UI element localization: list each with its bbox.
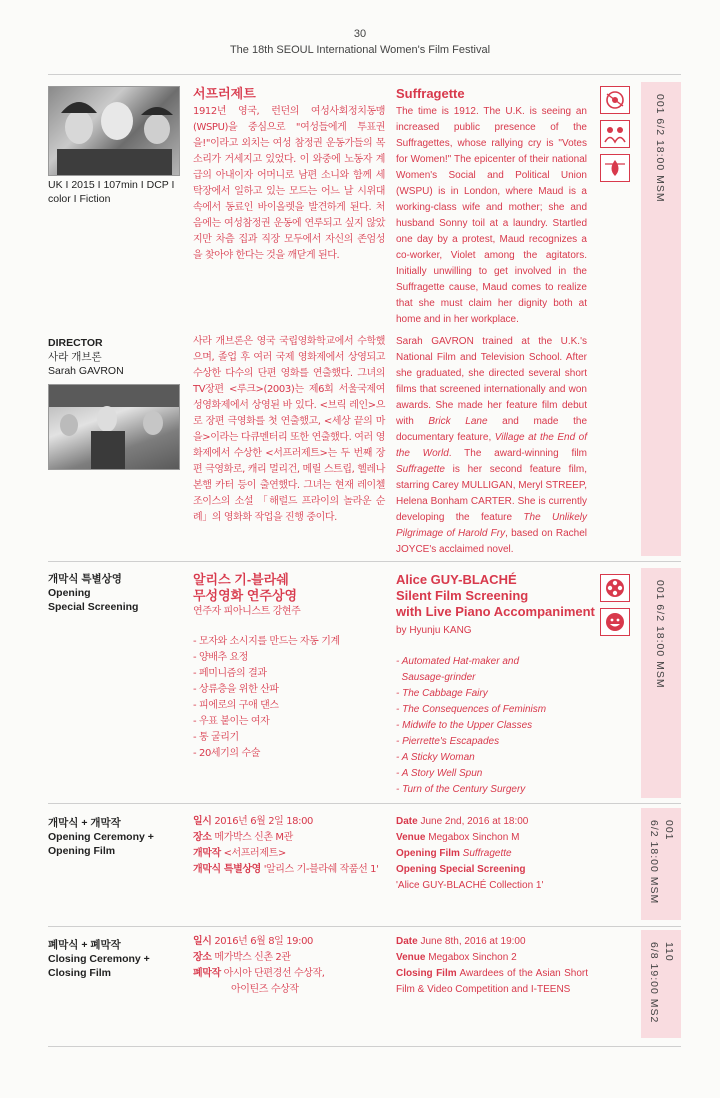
field-key: 개막식 특별상영 (193, 864, 261, 875)
field-value: 메가박스 신촌 M관 (214, 832, 293, 843)
films-list-kr (193, 634, 340, 762)
performer-kr: 연주자 피아니스트 강현주 (193, 606, 301, 617)
film-still-figures (49, 87, 179, 175)
page-number: 30 (353, 28, 367, 40)
field-key: 장소 (193, 832, 212, 843)
section-label-en: Opening Film (48, 845, 116, 857)
bio-text: Sarah GAVRON trained at the U.K.'s National Film and Television School. After she graduated, she directed several short films that screened internationally and won awards. She made her feature film debut with (396, 336, 587, 427)
field-value: Megabox Sinchon 2 (428, 952, 517, 963)
divider (48, 803, 681, 804)
film-list-item: - 피에로의 구애 댄스 (193, 700, 279, 711)
film-list-item: - 20세기의 수술 (193, 748, 260, 759)
opening-ceremony-en (396, 814, 543, 894)
divider (48, 1046, 681, 1047)
bio-film-title: Brick Lane (428, 416, 488, 427)
schedule-code-time: 6/8 19:00 MS2 (648, 942, 660, 1024)
field-value: June 2nd, 2016 at 18:00 (420, 816, 529, 827)
title-line: Silent Film Screening (396, 588, 529, 603)
film-title-en: Suffragette (396, 86, 465, 101)
field-value: <서프러제트> (223, 848, 286, 859)
film-meta: UK I 2015 I 107min I DCP I color I Fiction (48, 179, 175, 205)
title-line: with Live Piano Accompaniment (396, 604, 595, 619)
field-value: Suffragette (462, 848, 512, 859)
drop-icon (600, 154, 630, 182)
title-line: 알리스 기-블라쉐 (193, 572, 289, 587)
director-label: DIRECTOR (48, 337, 103, 349)
bio-text: is her second feature film, starring Carey MULLIGAN, Meryl STREEP, Helena Bonham CARTER. She is currently developing the feature (396, 464, 587, 523)
film-still-photo (48, 86, 180, 176)
bio-text: and made the documentary feature, (396, 416, 588, 443)
schedule-band (641, 808, 681, 920)
schedule-code-time: 6/2 18:00 MSM (648, 820, 660, 905)
film-list-item: - 모자와 소시지를 만드는 자동 기계 (193, 636, 340, 647)
opening-ceremony-kr (193, 814, 379, 878)
schedule-band (641, 930, 681, 1038)
field-key: Opening Special Screening (396, 864, 526, 875)
film-list-item: - A Sticky Woman (396, 752, 475, 763)
director-name-en: Sarah GAVRON (48, 365, 124, 377)
divider (48, 74, 681, 75)
field-value: 아시아 단편경선 수상작, (223, 968, 325, 979)
opening-special-label (48, 572, 138, 614)
divider (48, 561, 681, 562)
field-key: Date (396, 936, 418, 947)
section-label-en: Closing Film (48, 967, 111, 979)
field-key: 개막작 (193, 848, 221, 859)
film-list-item: - Pierrette's Escapades (396, 736, 500, 747)
film-list-item: - 우표 붙이는 여자 (193, 716, 270, 727)
director-label-block (48, 336, 124, 378)
field-key: Date (396, 816, 418, 827)
film-list-item: - Turn of the Century Surgery (396, 784, 526, 795)
smile-icon (600, 608, 630, 636)
closing-ceremony-label (48, 938, 150, 980)
eye-icon (600, 86, 630, 114)
field-key: 일시 (193, 936, 212, 947)
films-list-en (396, 654, 546, 798)
director-bio-en (396, 334, 587, 558)
field-value: 아이틴즈 수상작 (231, 984, 299, 995)
divider (48, 926, 681, 927)
schedule-code-number: 001 (663, 820, 675, 841)
group-icon (600, 120, 630, 148)
film-reel-icon (600, 574, 630, 602)
film-list-item: - 페미니즘의 결과 (193, 668, 267, 679)
film-list-item: - Automated Hat-maker and (396, 656, 520, 667)
section-label-en: Opening (48, 587, 91, 599)
field-key: Venue (396, 832, 426, 843)
field-key: Closing Film (396, 968, 457, 979)
section-label-en: Closing Ceremony + (48, 953, 150, 965)
film-title-kr: 서프러제트 (193, 86, 256, 101)
section-label-kr: 개막식 특별상영 (48, 573, 122, 585)
field-value: Megabox Sinchon M (428, 832, 520, 843)
festival-name: The 18th SEOUL International Women's Film Festival (229, 44, 491, 56)
film-list-item: Sausage-grinder (396, 672, 476, 683)
section-label-en: Special Screening (48, 601, 139, 613)
synopsis-en: The time is 1912. The U.K. is seeing an increased public presence of the Suffragettes, whose rallying cry is "Votes for Women!" The epicenter of their national Women's Social and Political Union (WSPU) is in London, where Maud is a working-class wife and mother; she and husband Sonny toil at a laundry. Startled one day by a protest, Maud recognizes a co-worker, Violet among the agitators. Initially unwilling to get involved in the Suffragette cause, Maud comes to realize that she must claim her dignity both at home and in her workplace. (396, 106, 587, 325)
section-label-kr: 폐막식 + 폐막작 (48, 939, 121, 951)
schedule-code: 001 6/2 18:00 MSM (654, 580, 666, 689)
film-list-item: - The Consequences of Feminism (396, 704, 547, 715)
opening-special-title-kr (193, 572, 297, 604)
bio-text: , based on Rachel JOYCE's acclaimed novel. (396, 528, 587, 555)
opening-ceremony-label (48, 816, 154, 858)
synopsis-kr: 1912년 영국, 런던의 여성사회정치동맹(WSPU)을 중심으로 "여성들에게 투표권을!"이라고 외치는 여성 참정권 운동가들의 목소리가 거세지고 있었다. 이 와중에 노동자 계급의 아내이자 어머니로 남편 소니와 함께 세탁장에서 일하고 있는 모드는 어느 날 시위대 속에서 동료인 바이올렛을 발견하게 된다. 처음에는 여성참정권 운동에 연루되고 싶지 않았지만 차츰 집과 직장 모두에서 자신의 존엄성을 찾아야 한다는 것을 깨닫게 된다. (193, 106, 385, 261)
director-bio-kr: 사라 개브론은 영국 국립영화학교에서 수학했으며, 졸업 후 여러 국제 영화제에서 상영되고 수상한 다수의 단편 영화를 연출했다. 그녀의 TV장편 <루크>(2003)는 제6회 서울국제여성영화제에서 상영된 바 있다. <브릭 레인>으로 장편 극영화를 첫 연출했고, <세상 끝의 마을>이라는 다큐멘터리 또한 연출했다. 여러 영화제에서 수상한 <서프러제트>는 두 번째 장편 극영화로, 캐리 멀리건, 메릴 스트립, 헬레나 본햄 카터 등이 출연했다. 그녀는 현재 레이첼 조이스의 소설 「해럴드 프라이의 놀라운 순례」의 영화화 작업을 진행 중이다. (193, 336, 385, 523)
schedule-code-number: 110 (663, 942, 675, 962)
film-list-item: - 통 굴리기 (193, 732, 239, 743)
bio-film-title: Village at the End of the World (396, 432, 588, 459)
director-photo-figures (49, 385, 179, 469)
film-list-item: - The Cabbage Fairy (396, 688, 488, 699)
opening-special-title-en (396, 572, 595, 620)
schedule-code: 001 6/2 18:00 MSM (654, 94, 666, 203)
field-key: 장소 (193, 952, 212, 963)
field-key: 일시 (193, 816, 212, 827)
film-list-item: - 양배추 요정 (193, 652, 249, 663)
field-value: June 8th, 2016 at 19:00 (420, 936, 526, 947)
film-list-item: - Midwife to the Upper Classes (396, 720, 533, 731)
film-list-item: - A Story Well Spun (396, 768, 483, 779)
field-key: Venue (396, 952, 426, 963)
film-list-item: - 상류층을 위한 산파 (193, 684, 279, 695)
director-name-kr: 사라 개브론 (48, 351, 102, 363)
field-value: 2016년 6월 2일 18:00 (214, 816, 314, 827)
field-value: 'Alice GUY-BLACHÉ Collection 1' (396, 880, 544, 891)
bio-text: . The award-winning film (448, 448, 587, 459)
section-label-kr: 개막식 + 개막작 (48, 817, 121, 829)
performer-en: by Hyunju KANG (396, 625, 472, 636)
bio-film-title: The Unlikely Pilgrimage of Harold Fry (396, 512, 587, 539)
title-line: Alice GUY-BLACHÉ (396, 572, 517, 587)
field-value: 메가박스 신촌 2관 (214, 952, 291, 963)
field-key: 폐막작 (193, 968, 221, 979)
closing-ceremony-kr (193, 934, 325, 998)
field-value: 2016년 6월 8일 19:00 (214, 936, 314, 947)
field-key: Opening Film (396, 848, 460, 859)
director-photo (48, 384, 180, 470)
field-value: '알리스 기-블라쉐 작품선 1' (263, 864, 379, 875)
field-value: Awardees of the Asian Short Film & Video Competition and I-TEENS (396, 968, 588, 995)
section-label-en: Opening Ceremony + (48, 831, 154, 843)
bio-film-title: Suffragette (396, 464, 445, 475)
closing-ceremony-en (396, 934, 588, 998)
title-line: 무성영화 연주상영 (193, 588, 298, 603)
